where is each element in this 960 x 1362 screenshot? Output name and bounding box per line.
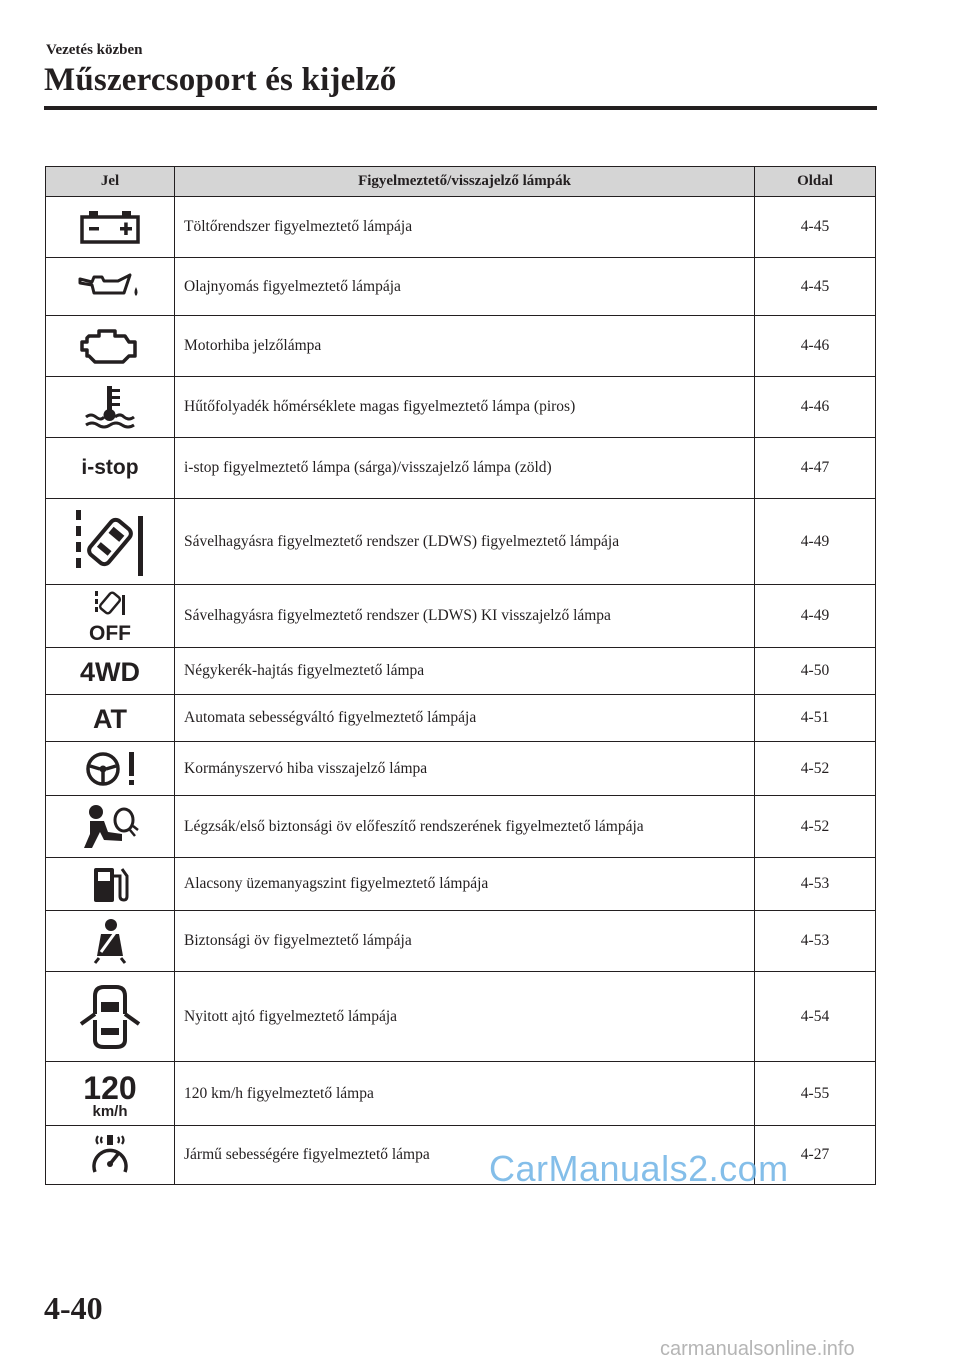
table-row xyxy=(46,972,876,1062)
svg-text:4WD: 4WD xyxy=(80,657,140,686)
row-page: 4-52 xyxy=(755,796,876,858)
row-description: Töltőrendszer figyelmeztető lámpája xyxy=(175,197,755,258)
row-description: Olajnyomás figyelmeztető lámpája xyxy=(175,258,755,316)
lane-departure-icon xyxy=(72,508,148,576)
seat-belt-icon xyxy=(89,918,131,964)
row-description: Sávelhagyásra figyelmeztető rendszer (LDWS) KI visszajelző lámpa xyxy=(175,585,755,648)
row-description: Négykerék-hajtás figyelmeztető lámpa xyxy=(175,648,755,695)
row-page: 4-53 xyxy=(755,858,876,911)
row-description: 120 km/h figyelmeztető lámpa xyxy=(175,1062,755,1126)
row-page: 4-46 xyxy=(755,377,876,438)
warning-lights-table xyxy=(45,166,876,1185)
table-row xyxy=(46,499,876,585)
column-header-jel: Jel xyxy=(46,167,175,197)
row-page: 4-50 xyxy=(755,648,876,695)
row-description: Nyitott ajtó figyelmeztető lámpája xyxy=(175,972,755,1062)
battery-charging-icon xyxy=(80,210,140,244)
watermark-text: CarManuals2.com xyxy=(489,1148,789,1189)
title-rule xyxy=(44,106,877,110)
column-header-lamps: Figyelmeztető/visszajelző lámpák xyxy=(175,167,755,197)
oil-pressure-icon xyxy=(78,273,142,301)
four-wheel-drive-icon xyxy=(73,656,147,686)
table-header-row xyxy=(46,167,876,197)
row-description: Sávelhagyásra figyelmeztető rendszer (LDWS) figyelmeztető lámpája xyxy=(175,499,755,585)
column-header-page: Oldal xyxy=(755,167,876,197)
table-row xyxy=(46,438,876,499)
footer-watermark: carmanualsonline.info xyxy=(660,1338,855,1360)
table-row xyxy=(46,796,876,858)
row-description: Biztonsági öv figyelmeztető lámpája xyxy=(175,911,755,972)
row-page: 4-55 xyxy=(755,1062,876,1126)
row-description: Motorhiba jelzőlámpa xyxy=(175,316,755,377)
row-page: 4-47 xyxy=(755,438,876,499)
page-number: 4-40 xyxy=(44,1290,103,1326)
row-description: Hűtőfolyadék hőmérséklete magas figyelmeztető lámpa (piros) xyxy=(175,377,755,438)
row-description: Légzsák/első biztonsági öv előfeszítő rendszerének figyelmeztető lámpája xyxy=(175,796,755,858)
svg-text:AT: AT xyxy=(93,704,127,733)
svg-text:OFF: OFF xyxy=(89,622,131,643)
row-page: 4-52 xyxy=(755,742,876,796)
lane-departure-off-icon xyxy=(84,589,136,643)
section-heading: Vezetés közben xyxy=(46,42,143,58)
table-row xyxy=(46,695,876,742)
row-page: 4-53 xyxy=(755,911,876,972)
table-row xyxy=(46,911,876,972)
airbag-icon xyxy=(78,804,142,850)
row-page: 4-54 xyxy=(755,972,876,1062)
coolant-temperature-icon xyxy=(82,384,138,430)
door-open-icon xyxy=(77,984,143,1050)
table-row xyxy=(46,585,876,648)
table-row xyxy=(46,377,876,438)
table-row xyxy=(46,1062,876,1126)
svg-text:120: 120 xyxy=(83,1069,137,1106)
automatic-transmission-icon xyxy=(85,703,135,733)
row-description: Automata sebességváltó figyelmeztető lámpája xyxy=(175,695,755,742)
row-page: 4-46 xyxy=(755,316,876,377)
table-row xyxy=(46,316,876,377)
row-description: i-stop figyelmeztető lámpa (sárga)/visszajelző lámpa (zöld) xyxy=(175,438,755,499)
row-page: 4-27 xyxy=(755,1126,876,1185)
row-description: Jármű sebességére figyelmeztető lámpa xyxy=(175,1126,755,1185)
row-page: 4-49 xyxy=(755,499,876,585)
table-row xyxy=(46,648,876,695)
table-row xyxy=(46,742,876,796)
table-row xyxy=(46,858,876,911)
row-page: 4-49 xyxy=(755,585,876,648)
row-page: 4-45 xyxy=(755,258,876,316)
vehicle-speed-alarm-icon xyxy=(86,1132,134,1178)
i-stop-icon xyxy=(75,452,145,484)
row-page: 4-51 xyxy=(755,695,876,742)
power-steering-icon xyxy=(82,750,138,788)
table-row xyxy=(46,197,876,258)
row-description: Kormányszervó hiba visszajelző lámpa xyxy=(175,742,755,796)
page-title: Műszercsoport és kijelző xyxy=(44,62,397,98)
check-engine-icon xyxy=(79,326,141,366)
row-description: Alacsony üzemanyagszint figyelmeztető lámpája xyxy=(175,858,755,911)
speed-120-icon xyxy=(80,1069,140,1119)
svg-text:km/h: km/h xyxy=(92,1102,128,1119)
svg-text:i-stop: i-stop xyxy=(81,456,139,479)
low-fuel-icon xyxy=(90,864,130,904)
table-row xyxy=(46,258,876,316)
row-page: 4-45 xyxy=(755,197,876,258)
